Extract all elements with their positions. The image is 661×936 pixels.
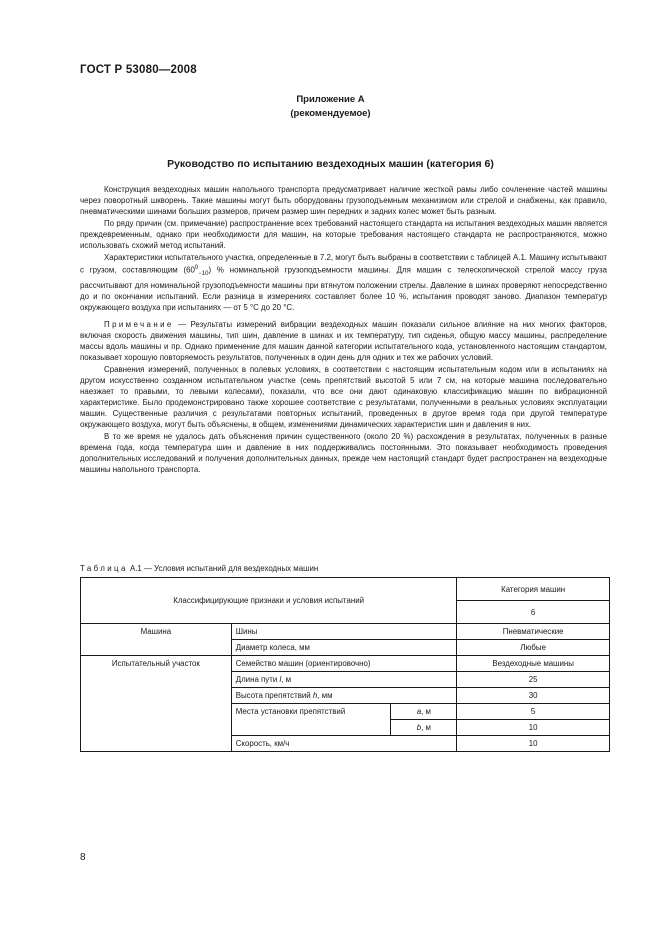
table-row [81,578,610,601]
tolerance-lower: −10 [198,271,209,278]
height-unit: , мм [317,691,333,700]
table-cell: Вездеходные машины [457,656,610,672]
table-caption [80,564,318,573]
table-cell: Диаметр колеса, мм [231,640,457,656]
paragraph-6: В то же время не удалось дать объяснения причин существенного (около 20 %) расхождения в результатах, полученных в разные времена года, когда температура шин и давление в них поддерживались постоянными. Это показывает необходимость проведения дополнительных исследований и получения дополнительных данных, прежде чем настоящий стандарт будет распространен на вездеходные машины напольного транспорта. [80,432,607,475]
table-cell: 5 [457,704,610,720]
table-cell: 10 [457,720,610,736]
b-unit: , м [421,723,431,732]
table-cell [391,720,457,736]
a-var: а [416,707,422,716]
table-cell: Шины [231,624,457,640]
table-cell: 25 [457,672,610,688]
annex-label: Приложение А [296,94,365,105]
page-number: 8 [80,852,86,863]
table-cell: Семейство машин (ориентировочно) [231,656,457,672]
annex-heading [0,93,661,121]
tolerance-upper: 0 [194,265,199,271]
a-unit: , м [421,707,431,716]
height-label: Высота препятствий [235,691,313,700]
length-var: l [279,675,282,684]
table-group-machine: Машина [81,624,232,656]
height-var: h [312,691,318,700]
table-cell-obstacles: Места установки препятствий [231,704,391,736]
table-row [81,656,610,672]
b-var: b [416,723,422,732]
table-caption-text: А.1 — Условия испытаний для вездеходных машин [127,564,319,573]
table-cell [391,704,457,720]
table-cell: Пневматические [457,624,610,640]
paragraph-3 [80,252,607,313]
note-text: — Результаты измерений вибрации вездеходных машин показали сильное влияние на них многих факторов, включая скорость движения машины, тип шин, давление в шинах и их температуру, тип сиденья, общую массу машины, распределение массы вдоль машины и пр. Однако применение для машин данной категории испытательного кода, установленного настоящим стандартом, показывает хорошую повторяемость результатов, полученных в один день для одних и тех же рабочих условий. [80,320,607,363]
table-header-left: Классифицирующие признаки и условия испытаний [81,578,457,624]
table-cell [231,688,457,704]
table-cell: 30 [457,688,610,704]
paragraph-3-part-a: Характеристики испытательного участка, определенные в 7.2, могут быть выбраны в соответствии с таблицей А.1. Машину испытывают с грузом, составляющим (60 [80,253,607,275]
annex-status: (рекомендуемое) [290,108,371,119]
table-cell [231,672,457,688]
table-row [81,624,610,640]
note-label: Примечание [104,320,174,330]
table-caption-label: Таблица [80,564,128,573]
length-label: Длина пути [235,675,280,684]
table-cell: 10 [457,736,610,752]
length-unit: , м [281,675,292,684]
paragraph-1: Конструкция вездеходных машин напольного транспорта предусматривает наличие жесткой рамы либо сочленение частей машины через поворотный шкворень. Такие машины могут быть оборудованы грузоподъемным механизмом или стрелой и снабжены, как правило, пневматическими шинами больших размеров, причем размер шин передних и задних колес может быть разным. [80,185,607,216]
table-cell: Скорость, км/ч [231,736,457,752]
note-paragraph [80,319,607,363]
table-group-site: Испытательный участок [81,656,232,752]
paragraph-2: По ряду причин (см. примечание) распространение всех требований настоящего стандарта на испытания вездеходных машин является преждевременным, однако при необходимости для машин, на которые требования настоящего стандарта не распространяются, можно использовать схожий метод испытаний. [80,219,607,250]
paragraph-5: Сравнения измерений, полученных в полевых условиях, в соответствии с настоящим испытательным кодом или в испытаниях на другом искусственно созданном испытательном участке (семь препятствий высотой 5 или 7 см, на которые машина последовательно наезжает то правыми, то левыми колесами), показали, что все они дают одинаковую классификацию машин по вибрационной характеристике. Было продемонстрировано также хорошее соответствие с результатами, полученными в реальных условиях эксплуатации машин. Существенные различия с результатами повторных испытаний, проведенных в другое время года при другой температуре окружающего воздуха, могут быть объяснены, в общем, изменениями динамических характеристик шин и давления в них. [80,365,607,430]
test-conditions-table [80,577,610,752]
standard-header: ГОСТ Р 53080—2008 [80,64,197,76]
paragraph-3-part-b: ) % номинальной грузоподъемности машины. Для машин с телескопической стрелой массу груза рассчитывают для номинальной грузоподъемности машины при втянутом положении стрелы. Давление в шинах проверяют непосредственно до и по окончании испытаний. Если разница в измерениях составляет более 10 %, испытания проводят заново. Диапазон температур окружающего воздуха при испытаниях — от 5 °С до 20 °С. [80,265,608,313]
body-text [80,184,607,476]
table-header-value: 6 [457,601,610,624]
table-header-category: Категория машин [457,578,610,601]
table-cell: Любые [457,640,610,656]
document-title: Руководство по испытанию вездеходных машин (категория 6) [167,158,494,170]
